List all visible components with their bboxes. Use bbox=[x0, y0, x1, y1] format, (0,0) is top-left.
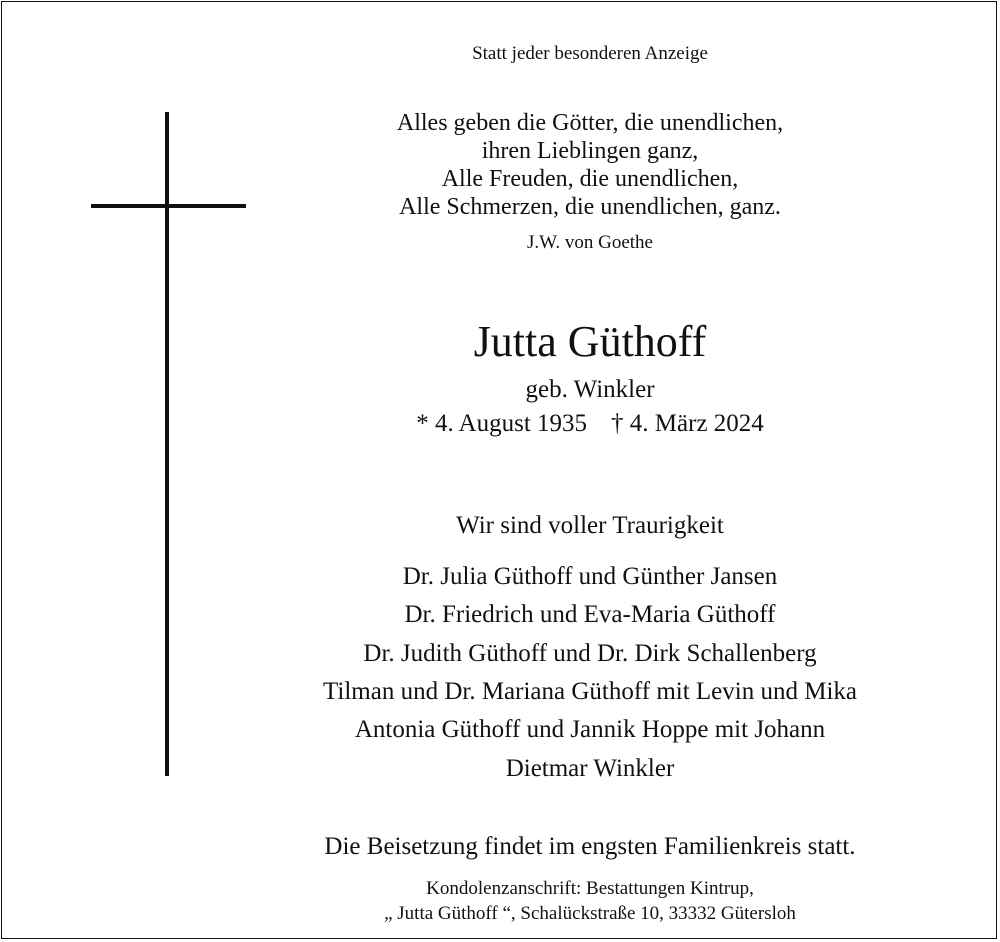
header-notice: Statt jeder besonderen Anzeige bbox=[472, 43, 708, 64]
poem-line: Alles geben die Götter, die unendlichen, bbox=[396, 110, 784, 136]
mourners-intro: Wir sind voller Traurigkeit bbox=[456, 512, 724, 539]
condolence-address-line-2: „ Jutta Güthoff “, Schalückstraße 10, 33332 Gütersloh bbox=[384, 903, 796, 924]
deceased-name: Jutta Güthoff bbox=[473, 317, 707, 366]
condolence-address-line-1: Kondolenzanschrift: Bestattungen Kintrup, bbox=[426, 878, 754, 899]
mourner-entry: Tilman und Dr. Mariana Güthoff mit Levin und Mika bbox=[323, 678, 857, 705]
burial-notice: Die Beisetzung findet im engsten Familienkreis statt. bbox=[324, 833, 856, 860]
poem-line: Alle Schmerzen, die unendlichen, ganz. bbox=[399, 194, 781, 220]
announcement-text bbox=[290, 0, 890, 942]
mourner-entry: Antonia Güthoff und Jannik Hoppe mit Johann bbox=[354, 716, 826, 743]
birth-name: geb. Winkler bbox=[525, 376, 655, 403]
poem-author: J.W. von Goethe bbox=[527, 232, 653, 253]
mourner-entry: Dr. Judith Güthoff und Dr. Dirk Schallenberg bbox=[363, 640, 817, 667]
cross-vertical-bar bbox=[165, 112, 169, 776]
cross-horizontal-bar bbox=[91, 204, 246, 208]
life-dates bbox=[290, 410, 890, 438]
death-date: † 4. März 2024 bbox=[611, 410, 764, 437]
poem-line: Alle Freuden, die unendlichen, bbox=[441, 166, 739, 192]
mourner-entry: Dietmar Winkler bbox=[505, 755, 675, 782]
mourner-entry: Dr. Friedrich und Eva-Maria Güthoff bbox=[404, 601, 776, 628]
poem-line: ihren Lieblingen ganz, bbox=[481, 138, 699, 164]
mourner-entry: Dr. Julia Güthoff und Günther Jansen bbox=[402, 563, 778, 590]
birth-date: * 4. August 1935 bbox=[416, 410, 588, 437]
